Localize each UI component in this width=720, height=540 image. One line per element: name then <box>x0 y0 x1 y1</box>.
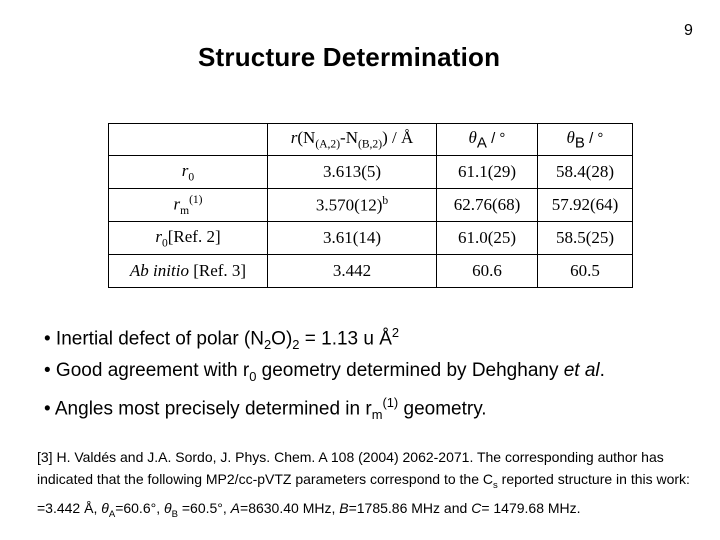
reference-note: [3] H. Valdés and J.A. Sordo, J. Phys. Chem. A 108 (2004) 2062-2071. The corresponding author has indicated that the following MP2/cc-pVTZ parameters correspond to the $C_s$ reported structure in this work: =3.442 Å, $\theta_A=60.6^\circ$, $\theta_B =60.5^\circ$, A=8630.40 MHz, B=1785.86 MHz and C= 1479.68 MHz. <box>37 449 690 520</box>
bullet-list <box>44 320 605 428</box>
table-row <box>109 255 633 288</box>
header-distance: $r(N_{(A,2)}-N_{(B,2)})$ / Å <box>268 124 437 156</box>
cell-theta-b: 57.92(64) <box>538 189 633 222</box>
cell-theta-b: 58.4(28) <box>538 156 633 189</box>
table-header-row <box>109 124 633 156</box>
cell-distance: $3.570(12)^b$ <box>268 189 437 222</box>
row-label: Ab initio [Ref. 3] <box>109 255 268 288</box>
cell-distance: 3.61(14) <box>268 222 437 255</box>
bullet-item: • Good agreement with $r_0$ geometry determined by Dehghany et al. <box>44 360 605 384</box>
row-label: $r_0$ <box>109 156 268 189</box>
cell-theta-a: 60.6 <box>437 255 538 288</box>
row-label: $r_m^{(1)}$ <box>109 189 268 222</box>
header-theta-a: $\theta_A$ / ° <box>437 124 538 156</box>
cell-theta-b: 60.5 <box>538 255 633 288</box>
cell-theta-a: 61.0(25) <box>437 222 538 255</box>
page-number: 9 <box>684 22 693 39</box>
bullet-item: • Angles most precisely determined in $r_m^{(1)}$ geometry. <box>44 394 487 423</box>
slide-title: Structure Determination <box>198 42 501 72</box>
table-row <box>109 156 633 189</box>
row-label: $r_0[Ref$. 2] <box>109 222 268 255</box>
bullet-item: • Inertial defect of polar $(N_2O)_2 = 1.13$ u $Å^2$ <box>44 325 400 353</box>
header-empty-cell <box>109 124 268 156</box>
table-row <box>109 222 633 255</box>
cell-distance: 3.442 <box>268 255 437 288</box>
cell-distance: 3.613(5) <box>268 156 437 189</box>
header-theta-b: $\theta_B$ / ° <box>538 124 633 156</box>
cell-theta-a: 61.1(29) <box>437 156 538 189</box>
cell-theta-b: 58.5(25) <box>538 222 633 255</box>
table-row <box>109 189 633 222</box>
parameters-table <box>108 123 633 288</box>
cell-theta-a: 62.76(68) <box>437 189 538 222</box>
